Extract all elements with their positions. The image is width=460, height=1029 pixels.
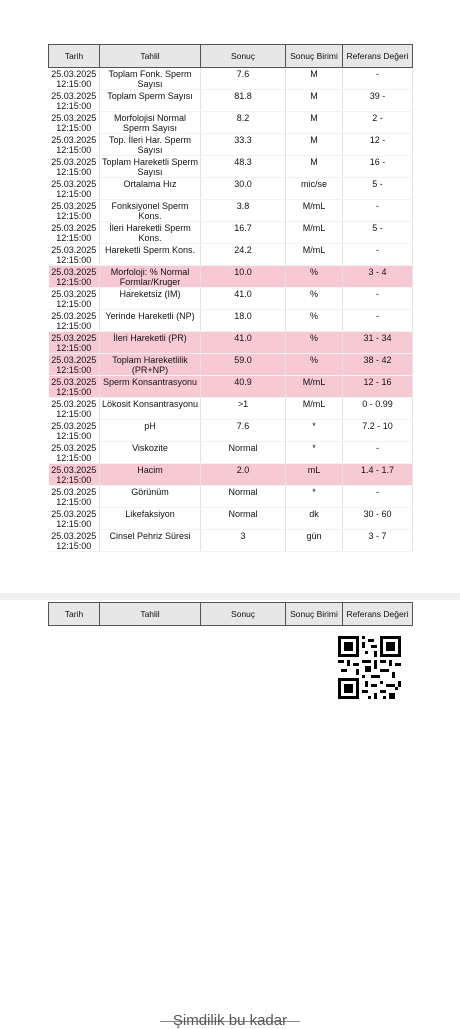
header-result: Sonuç [201,45,286,68]
cell-unit: M [286,134,343,156]
cell-date: 25.03.2025 12:15:00 [49,200,100,222]
cell-reference: - [343,68,413,90]
table-header-row [49,603,413,626]
cell-test: Hareketli Sperm Kons. [100,244,201,266]
cell-date: 25.03.2025 12:15:00 [49,442,100,464]
table-row [49,398,413,420]
cell-test: Toplam Fonk. Sperm Sayısı [100,68,201,90]
cell-reference: 30 - 60 [343,508,413,530]
cell-date: 25.03.2025 12:15:00 [49,376,100,398]
cell-result: 18.0 [201,310,286,332]
cell-result: >1 [201,398,286,420]
cell-result: 7.6 [201,68,286,90]
header-test: Tahlil [100,603,201,626]
cell-date: 25.03.2025 12:15:00 [49,68,100,90]
cell-date: 25.03.2025 12:15:00 [49,354,100,376]
cell-result: Normal [201,442,286,464]
cell-result: 24.2 [201,244,286,266]
cell-date: 25.03.2025 12:15:00 [49,178,100,200]
table-row [49,530,413,552]
header-date: Tarih [49,603,100,626]
cell-test: Cinsel Pehriz Süresi [100,530,201,552]
cell-result: 40.9 [201,376,286,398]
cell-reference: - [343,442,413,464]
cell-date: 25.03.2025 12:15:00 [49,156,100,178]
cell-reference: 12 - [343,134,413,156]
cell-reference: 16 - [343,156,413,178]
cell-result: 48.3 [201,156,286,178]
cell-result: 3 [201,530,286,552]
cell-reference: 7.2 - 10 [343,420,413,442]
cell-unit: M/mL [286,376,343,398]
cell-reference: - [343,200,413,222]
cell-unit: * [286,420,343,442]
lab-results-table [48,44,413,552]
cell-test: Top. İleri Har. Sperm Sayısı [100,134,201,156]
table-row [49,222,413,244]
cell-test: İleri Hareketli (PR) [100,332,201,354]
table-row [49,68,413,90]
cell-result: 30.0 [201,178,286,200]
cell-date: 25.03.2025 12:15:00 [49,310,100,332]
table-row [49,266,413,288]
cell-reference: 39 - [343,90,413,112]
end-of-content-text: Şimdilik bu kadar [172,1012,288,1029]
table-row [49,486,413,508]
cell-unit: * [286,442,343,464]
cell-unit: mic/se [286,178,343,200]
cell-reference: 1.4 - 1.7 [343,464,413,486]
cell-test: Toplam Hareketli Sperm Sayısı [100,156,201,178]
cell-reference: 0 - 0.99 [343,398,413,420]
table-header-row [49,45,413,68]
cell-unit: % [286,266,343,288]
header-reference: Referans Değeri [343,45,413,68]
cell-date: 25.03.2025 12:15:00 [49,530,100,552]
lab-results-table-header-2 [48,602,413,626]
cell-test: Sperm Konsantrasyonu [100,376,201,398]
cell-result: 16.7 [201,222,286,244]
page-separator [0,593,460,600]
table-row [49,112,413,134]
cell-date: 25.03.2025 12:15:00 [49,222,100,244]
cell-result: 7.6 [201,420,286,442]
table-row [49,244,413,266]
cell-date: 25.03.2025 12:15:00 [49,134,100,156]
cell-date: 25.03.2025 12:15:00 [49,112,100,134]
cell-date: 25.03.2025 12:15:00 [49,420,100,442]
cell-unit: M/mL [286,398,343,420]
cell-test: Morfolojisi Normal Sperm Sayısı [100,112,201,134]
cell-date: 25.03.2025 12:15:00 [49,266,100,288]
cell-result: 2.0 [201,464,286,486]
cell-test: Toplam Sperm Sayısı [100,90,201,112]
cell-date: 25.03.2025 12:15:00 [49,464,100,486]
cell-date: 25.03.2025 12:15:00 [49,398,100,420]
cell-reference: - [343,486,413,508]
cell-test: Viskozite [100,442,201,464]
cell-date: 25.03.2025 12:15:00 [49,90,100,112]
table-row [49,90,413,112]
report-page-2 [0,600,460,1029]
cell-result: 10.0 [201,266,286,288]
cell-unit: * [286,486,343,508]
cell-unit: % [286,310,343,332]
header-unit: Sonuç Birimi [286,45,343,68]
cell-unit: M/mL [286,222,343,244]
cell-result: Normal [201,508,286,530]
cell-result: 8.2 [201,112,286,134]
table-row [49,310,413,332]
cell-test: Yerinde Hareketli (NP) [100,310,201,332]
cell-date: 25.03.2025 12:15:00 [49,332,100,354]
cell-reference: 3 - 7 [343,530,413,552]
cell-test: Fonksiyonel Sperm Kons. [100,200,201,222]
qr-code-icon [338,636,401,699]
table-row [49,442,413,464]
cell-unit: M [286,156,343,178]
results-body [49,68,413,552]
cell-test: Likefaksiyon [100,508,201,530]
cell-unit: gün [286,530,343,552]
cell-reference: 12 - 16 [343,376,413,398]
cell-test: Morfoloji: % Normal Formlar/Kruger [100,266,201,288]
cell-date: 25.03.2025 12:15:00 [49,288,100,310]
cell-reference: - [343,244,413,266]
cell-result: 33.3 [201,134,286,156]
table-row [49,332,413,354]
cell-result: 41.0 [201,288,286,310]
cell-reference: 5 - [343,222,413,244]
table-row [49,156,413,178]
table-row [49,134,413,156]
cell-test: İleri Hareketli Sperm Kons. [100,222,201,244]
table-row [49,376,413,398]
cell-result: 59.0 [201,354,286,376]
table-row [49,200,413,222]
cell-date: 25.03.2025 12:15:00 [49,508,100,530]
cell-unit: % [286,332,343,354]
cell-unit: % [286,288,343,310]
cell-result: 3.8 [201,200,286,222]
header-reference: Referans Değeri [343,603,413,626]
cell-unit: M [286,68,343,90]
header-date: Tarih [49,45,100,68]
cell-result: 81.8 [201,90,286,112]
cell-result: 41.0 [201,332,286,354]
cell-reference: 5 - [343,178,413,200]
cell-test: pH [100,420,201,442]
cell-unit: M/mL [286,200,343,222]
cell-test: Toplam Hareketlilik (PR+NP) [100,354,201,376]
cell-unit: % [286,354,343,376]
cell-reference: 3 - 4 [343,266,413,288]
cell-unit: M [286,112,343,134]
cell-reference: - [343,288,413,310]
table-row [49,354,413,376]
cell-date: 25.03.2025 12:15:00 [49,486,100,508]
cell-reference: 31 - 34 [343,332,413,354]
cell-test: Lökosit Konsantrasyonu [100,398,201,420]
table-row [49,420,413,442]
header-unit: Sonuç Birimi [286,603,343,626]
cell-unit: M/mL [286,244,343,266]
table-row [49,288,413,310]
cell-reference: 2 - [343,112,413,134]
cell-test: Görünüm [100,486,201,508]
cell-reference: - [343,310,413,332]
cell-test: Ortalama Hız [100,178,201,200]
header-result: Sonuç [201,603,286,626]
table-row [49,508,413,530]
header-test: Tahlil [100,45,201,68]
cell-date: 25.03.2025 12:15:00 [49,244,100,266]
table-row [49,178,413,200]
cell-test: Hareketsiz (IM) [100,288,201,310]
cell-test: Hacim [100,464,201,486]
cell-unit: M [286,90,343,112]
cell-unit: mL [286,464,343,486]
cell-unit: dk [286,508,343,530]
cell-result: Normal [201,486,286,508]
cell-reference: 38 - 42 [343,354,413,376]
table-row [49,464,413,486]
